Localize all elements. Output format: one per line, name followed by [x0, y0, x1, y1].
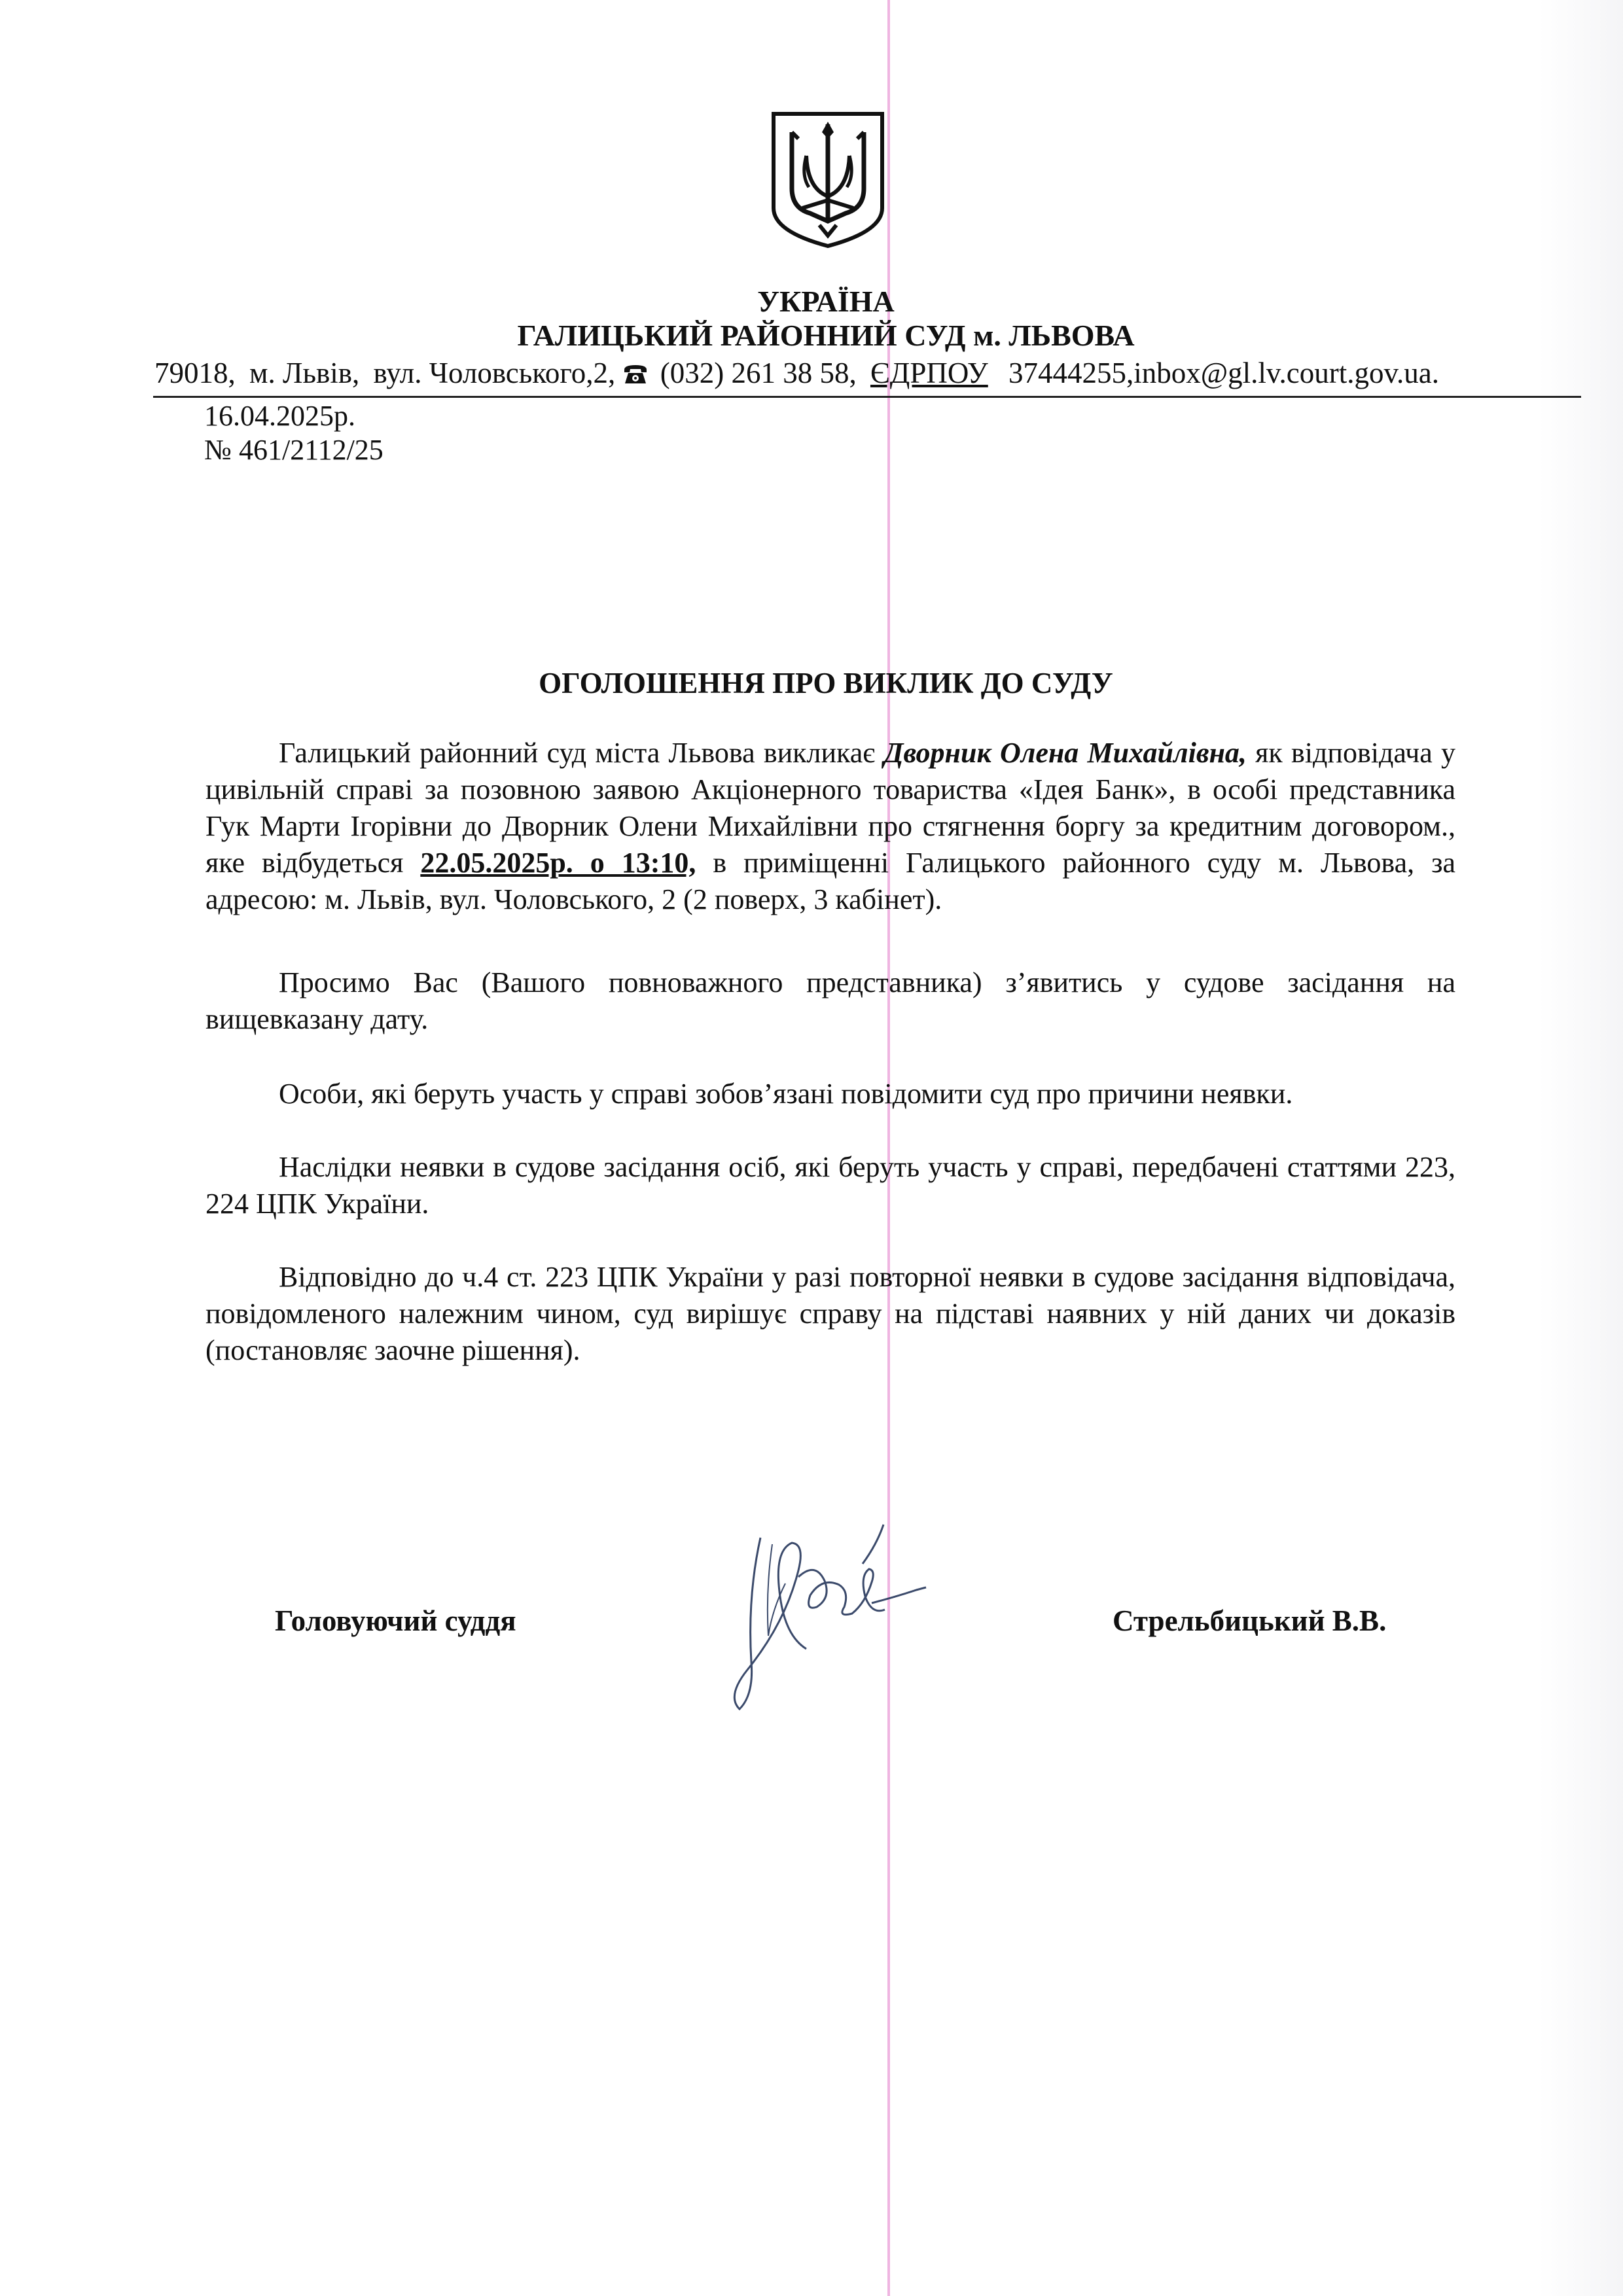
postcode: 79018,	[154, 357, 236, 389]
paragraph-summons	[205, 735, 1455, 918]
phone-icon	[622, 363, 649, 385]
country-heading: УКРАЇНА	[757, 285, 895, 318]
notice-title: ОГОЛОШЕННЯ ПРО ВИКЛИК ДО СУДУ	[539, 667, 1113, 699]
hearing-datetime: 22.05.2025р. о 13:10,	[420, 847, 696, 879]
phone-number: (032) 261 38 58,	[660, 357, 857, 389]
summons-text-b: як відповідача у цивільній справі за позовною заявою Акціонерного товариства «Ідея Банк», в особі представника Гук Марти Ігорівни до Дворник Олени Михайлівни про стягнення боргу за кредитним договором., яке відбудеться	[205, 737, 1455, 879]
summons-text-c: в приміщенні Галицького районного суду м. Львова, за адресою: м. Львів, вул. Чоловського, 2 (2 поверх, 3 кабінет).	[205, 847, 1456, 915]
paragraph-notify-absence: Особи, які беруть участь у справі зобов’язані повідомити суд про причини неявки.	[279, 1078, 1293, 1110]
court-address-line	[154, 359, 1581, 388]
header-divider	[153, 396, 1581, 398]
defendant-name: Дворник Олена Михайлівна,	[883, 737, 1247, 769]
presiding-judge-label: Головуючий суддя	[275, 1604, 516, 1637]
paragraph-default-judgment: Відповідно до ч.4 ст. 223 ЦПК України у разі повторної неявки в судове засідання відповідача, повідомленого належним чином, суд вирішує справу на підставі наявних у ній даних чи доказів (постановляє заочне рішення).	[205, 1261, 1455, 1366]
document-date: 16.04.2025р.	[204, 400, 355, 432]
case-number: № 461/2112/25	[204, 434, 383, 466]
judge-name: Стрельбицький В.В.	[1113, 1604, 1387, 1637]
summons-text-a: Галицький районний суд міста Львова викликає	[279, 737, 884, 769]
court-name-heading: ГАЛИЦЬКИЙ РАЙОННИЙ СУД м. ЛЬВОВА	[517, 319, 1135, 352]
city: м. Львів,	[249, 357, 360, 389]
coat-of-arms-icon	[770, 110, 886, 250]
paragraph-absence-consequences: Наслідки неявки в судове засідання осіб, які беруть участь у справі, передбачені статтями 223, 224 ЦПК України.	[205, 1151, 1455, 1220]
paragraph-appearance-request: Просимо Вас (Вашого повноважного представника) з’явитись у судове засідання на вищевказану дату.	[205, 966, 1455, 1035]
street: вул. Чоловського,2,	[373, 357, 616, 389]
edrpou-label: ЄДРПОУ	[870, 357, 988, 389]
judge-signature	[700, 1498, 929, 1714]
edrpou-and-email: 37444255,inbox@gl.lv.court.gov.ua.	[1008, 357, 1440, 389]
